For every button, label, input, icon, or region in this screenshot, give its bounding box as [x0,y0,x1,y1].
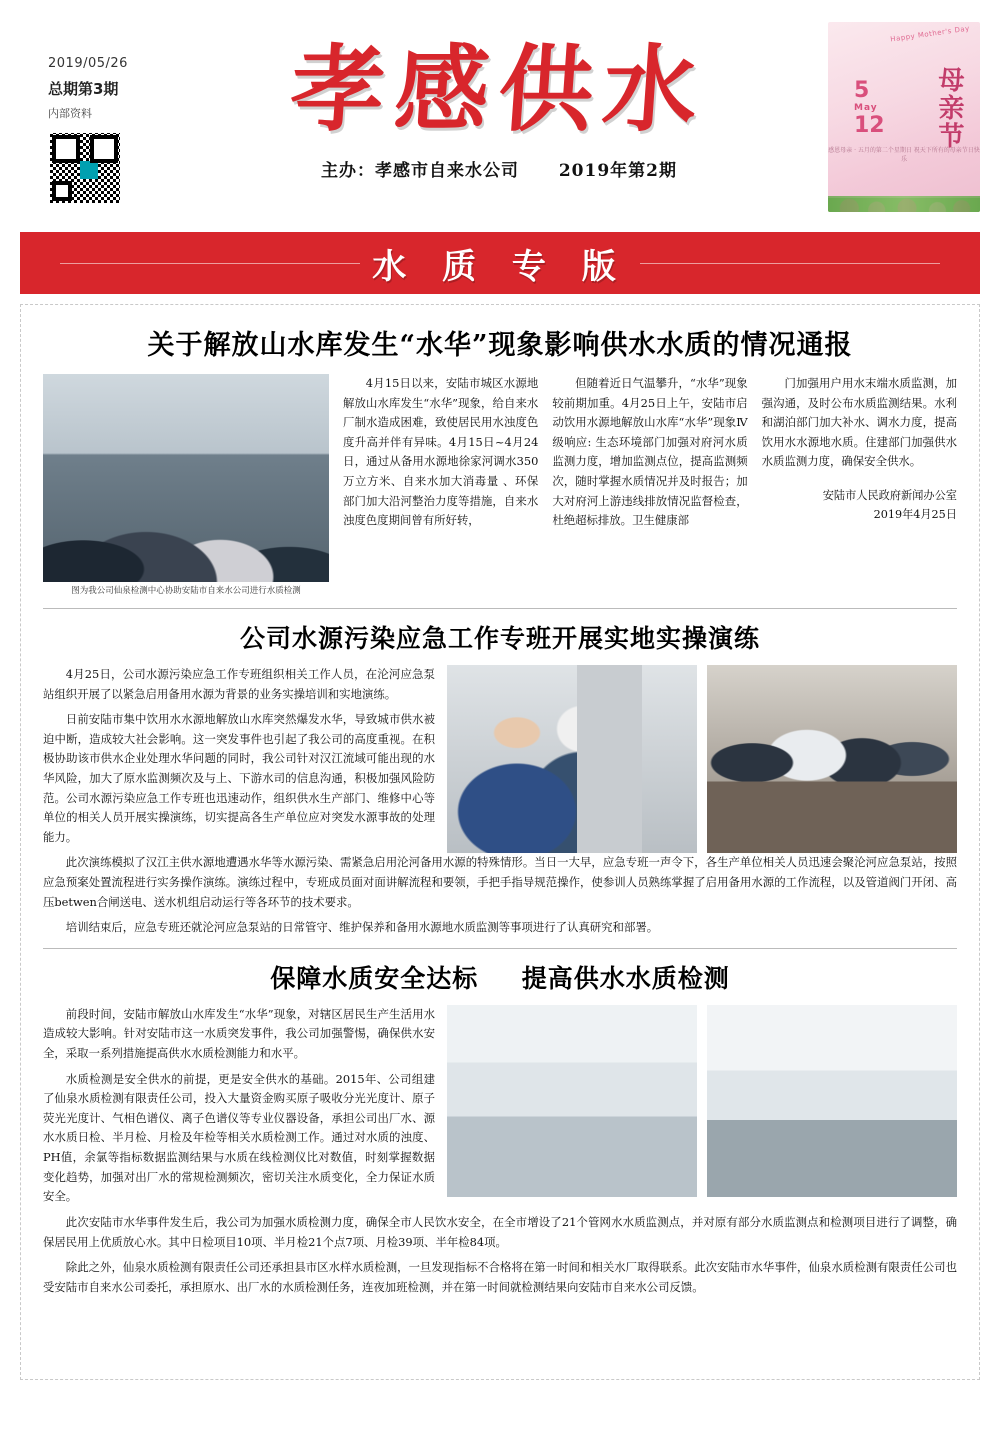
article1-signature [762,486,957,524]
edition-label: 2019年第2期 [558,160,677,181]
divider-2 [43,948,957,949]
newspaper-title: 孝感供水 [287,35,711,145]
publication-date: 2019/05/26 [48,56,128,71]
section-banner [20,232,980,294]
article2 [43,665,957,853]
article1-col1: 4月15日以来，安陆市城区水源地解放山水库发生“水华”现象，给自来水厂制水造成困难，致使居民用水浊度色度升高并伴有异味。4月15日~4月24日，通过从备用水源地徐家河调水350万立方米、自来水加大消毒量 、环保部门加大沿河整治力度等措施，自来水浊度色度期间曾有所好转， [343,376,539,528]
mothers-day-note: 感恩母亲 · 五月的第二个星期日 祝天下所有的母亲节日快乐 [828,147,980,163]
sponsor-label: 主办：孝感市自来水公司 [321,160,519,181]
article1-signature-org: 安陆市人民政府新闻办公室 [822,489,957,503]
article2-p4: 培训结束后，应急专班还就沦河应急泵站的日常管守、维护保养和备用水源地水质监测等事项进行了认真研究和部署。 [65,920,659,935]
article3-title-a: 保障水质安全达标 [270,963,479,993]
internal-label: 内部资料 [48,107,92,120]
article1-photo-caption: 图为我公司仙泉检测中心协助安陆市自来水公司进行水质检测 [71,586,301,596]
masthead-left [20,18,170,205]
mothers-day-title: 母亲节 [934,66,964,150]
mothers-day-english: Happy Mother's Day [889,24,971,44]
section-banner-title: 水 质 专 版 [372,246,628,287]
mothers-day-date: 5 May 12 [854,78,885,138]
article1-figure [43,374,329,598]
masthead [20,18,980,226]
article2-p2: 日前安陆市集中饮用水水源地解放山水库突然爆发水华，导致城市供水被迫中断，造成较大社会影响。这一突发事件也引起了我公司的高度重视。在积极协助该市供水企业处理水华问题的同时，我公司针对汉江流域可能出现的水华风险，加大了原水监测频次及与上、下游水司的信息沟通，积极加强风险防范。公司水源污染应急工作专班也迅速动作，组织供水生产部门、维修中心等单位的相关人员开展实操演练，切实提高各生产单位应对突发水源事故的处理能力。 [43,712,435,844]
article3-title [43,959,957,995]
article3-p1: 前段时间，安陆市解放山水库发生“水华”现象，对辖区居民生产生活用水造成较大影响。针对安陆市这一水质突发事件，我公司加强警惕，确保供水安全，采取一系列措施提高供水水质检测能力和水平。 [43,1006,435,1061]
article2-title: 公司水源污染应急工作专班开展实地实操演练 [239,623,760,653]
divider-1 [43,608,957,609]
masthead-subline [170,156,828,181]
qr-code[interactable] [48,131,122,205]
masthead-center [170,18,828,181]
river-sampling-photo [43,374,329,582]
article2-p1: 4月25日，公司水源污染应急工作专班组织相关工作人员，在沦河应急泵站组织开展了以紧急启用备用水源为背景的业务实操培训和实地演练。 [43,666,435,701]
article2-p3: 此次演练模拟了汉江主供水源地遭遇水华等水源污染、需紧急启用沦河备用水源的特殊情形。当日一大早，应急专班一声令下，各生产单位相关人员迅速会聚沦河应急泵站，按照应急预案处置流程进行实务操作演练。演练过程中，专班成员面对面讲解流程和要领，手把手指导规范操作，使参训人员熟练掌握了启用备用水源的工作流程，以及管道阀门开闭、高压betwen合闸送电、送水机组启动运行等各环节的技术要求。 [43,855,957,909]
article1-col3: 门加强用户用水末端水质监测，加强沟通，及时公布水质监测结果。水利和湖泊部门加大补水、调水力度，提高饮用水水源地水质。住建部门加强供水水质监测力度，确保安全供水。 [761,376,957,469]
content-frame [20,304,980,1380]
article3-title-b: 提高供水水质检测 [521,963,730,993]
article3-p2: 水质检测是安全供水的前提，更是安全供水的基础。2015年、公司组建了仙泉水质检测有限责任公司，投入大量资金购买原子吸收分光光度计、原子荧光光度计、气相色谱仪、离子色谱仪等专业仪器设备，承担公司出厂水、源水水质日检、半月检、月检及年检等相关水质检测工作。通过对水质的浊度、PH值，余氯等指标数据监测结果与水质在线检测仪比对数值，时刻掌握数据变化趋势，加强对出厂水的常规检测频次，密切关注水质变化，全力保证水质安全。 [43,1071,435,1204]
pump-station-control-panel-photo [447,665,697,853]
article3 [43,1005,957,1213]
article3-p4: 除此之外，仙泉水质检测有限责任公司还承担县市区水样水质检测，一旦发现指标不合格将在第一时间和相关水厂取得联系。此次安陆市水华事件，仙泉水质检测有限责任公司也受安陆市自来水公司委托，承担原水、出厂水的水质检测任务，连夜加班检测，并在第一时间就检测结果向安陆市自来水公司反馈。 [43,1260,957,1294]
article1-title: 关于解放山水库发生“水华”现象影响供水水质的情况通报 [147,330,853,361]
mothers-day-poster [828,22,980,212]
lab-titration-photo [447,1005,697,1197]
article3-p3: 此次安陆市水华事件发生后，我公司为加强水质检测力度，确保全市人民饮水安全，在全市增设了21个管网水水质监测点，并对原有部分水质监测点和检测项目进行了调整，确保居民用上优质放心水。其中日检项目10项、半月检21个点7项、月检39项、半年检84项。 [43,1214,957,1249]
article1 [43,374,957,598]
equipment-inspection-photo [707,665,957,853]
article1-col2: 但随着近日气温攀升，“水华”现象较前期加重。4月25日上午，安陆市启动饮用水源地解放山水库“水华”现象Ⅳ级响应: 生态环境部门加强对府河水质监测力度，增加监测点位，提高监测频次，随时掌握水质情况并及时报告；加大对府河上游违线排放情况监督检查，杜绝超标排放。卫生健康部 [552,376,748,528]
issue-number: 总期第3期 [48,80,119,98]
lab-instrument-computer-photo [707,1005,957,1197]
leaf-strip-icon [828,196,980,212]
article1-signature-date: 2019年4月25日 [873,508,957,522]
